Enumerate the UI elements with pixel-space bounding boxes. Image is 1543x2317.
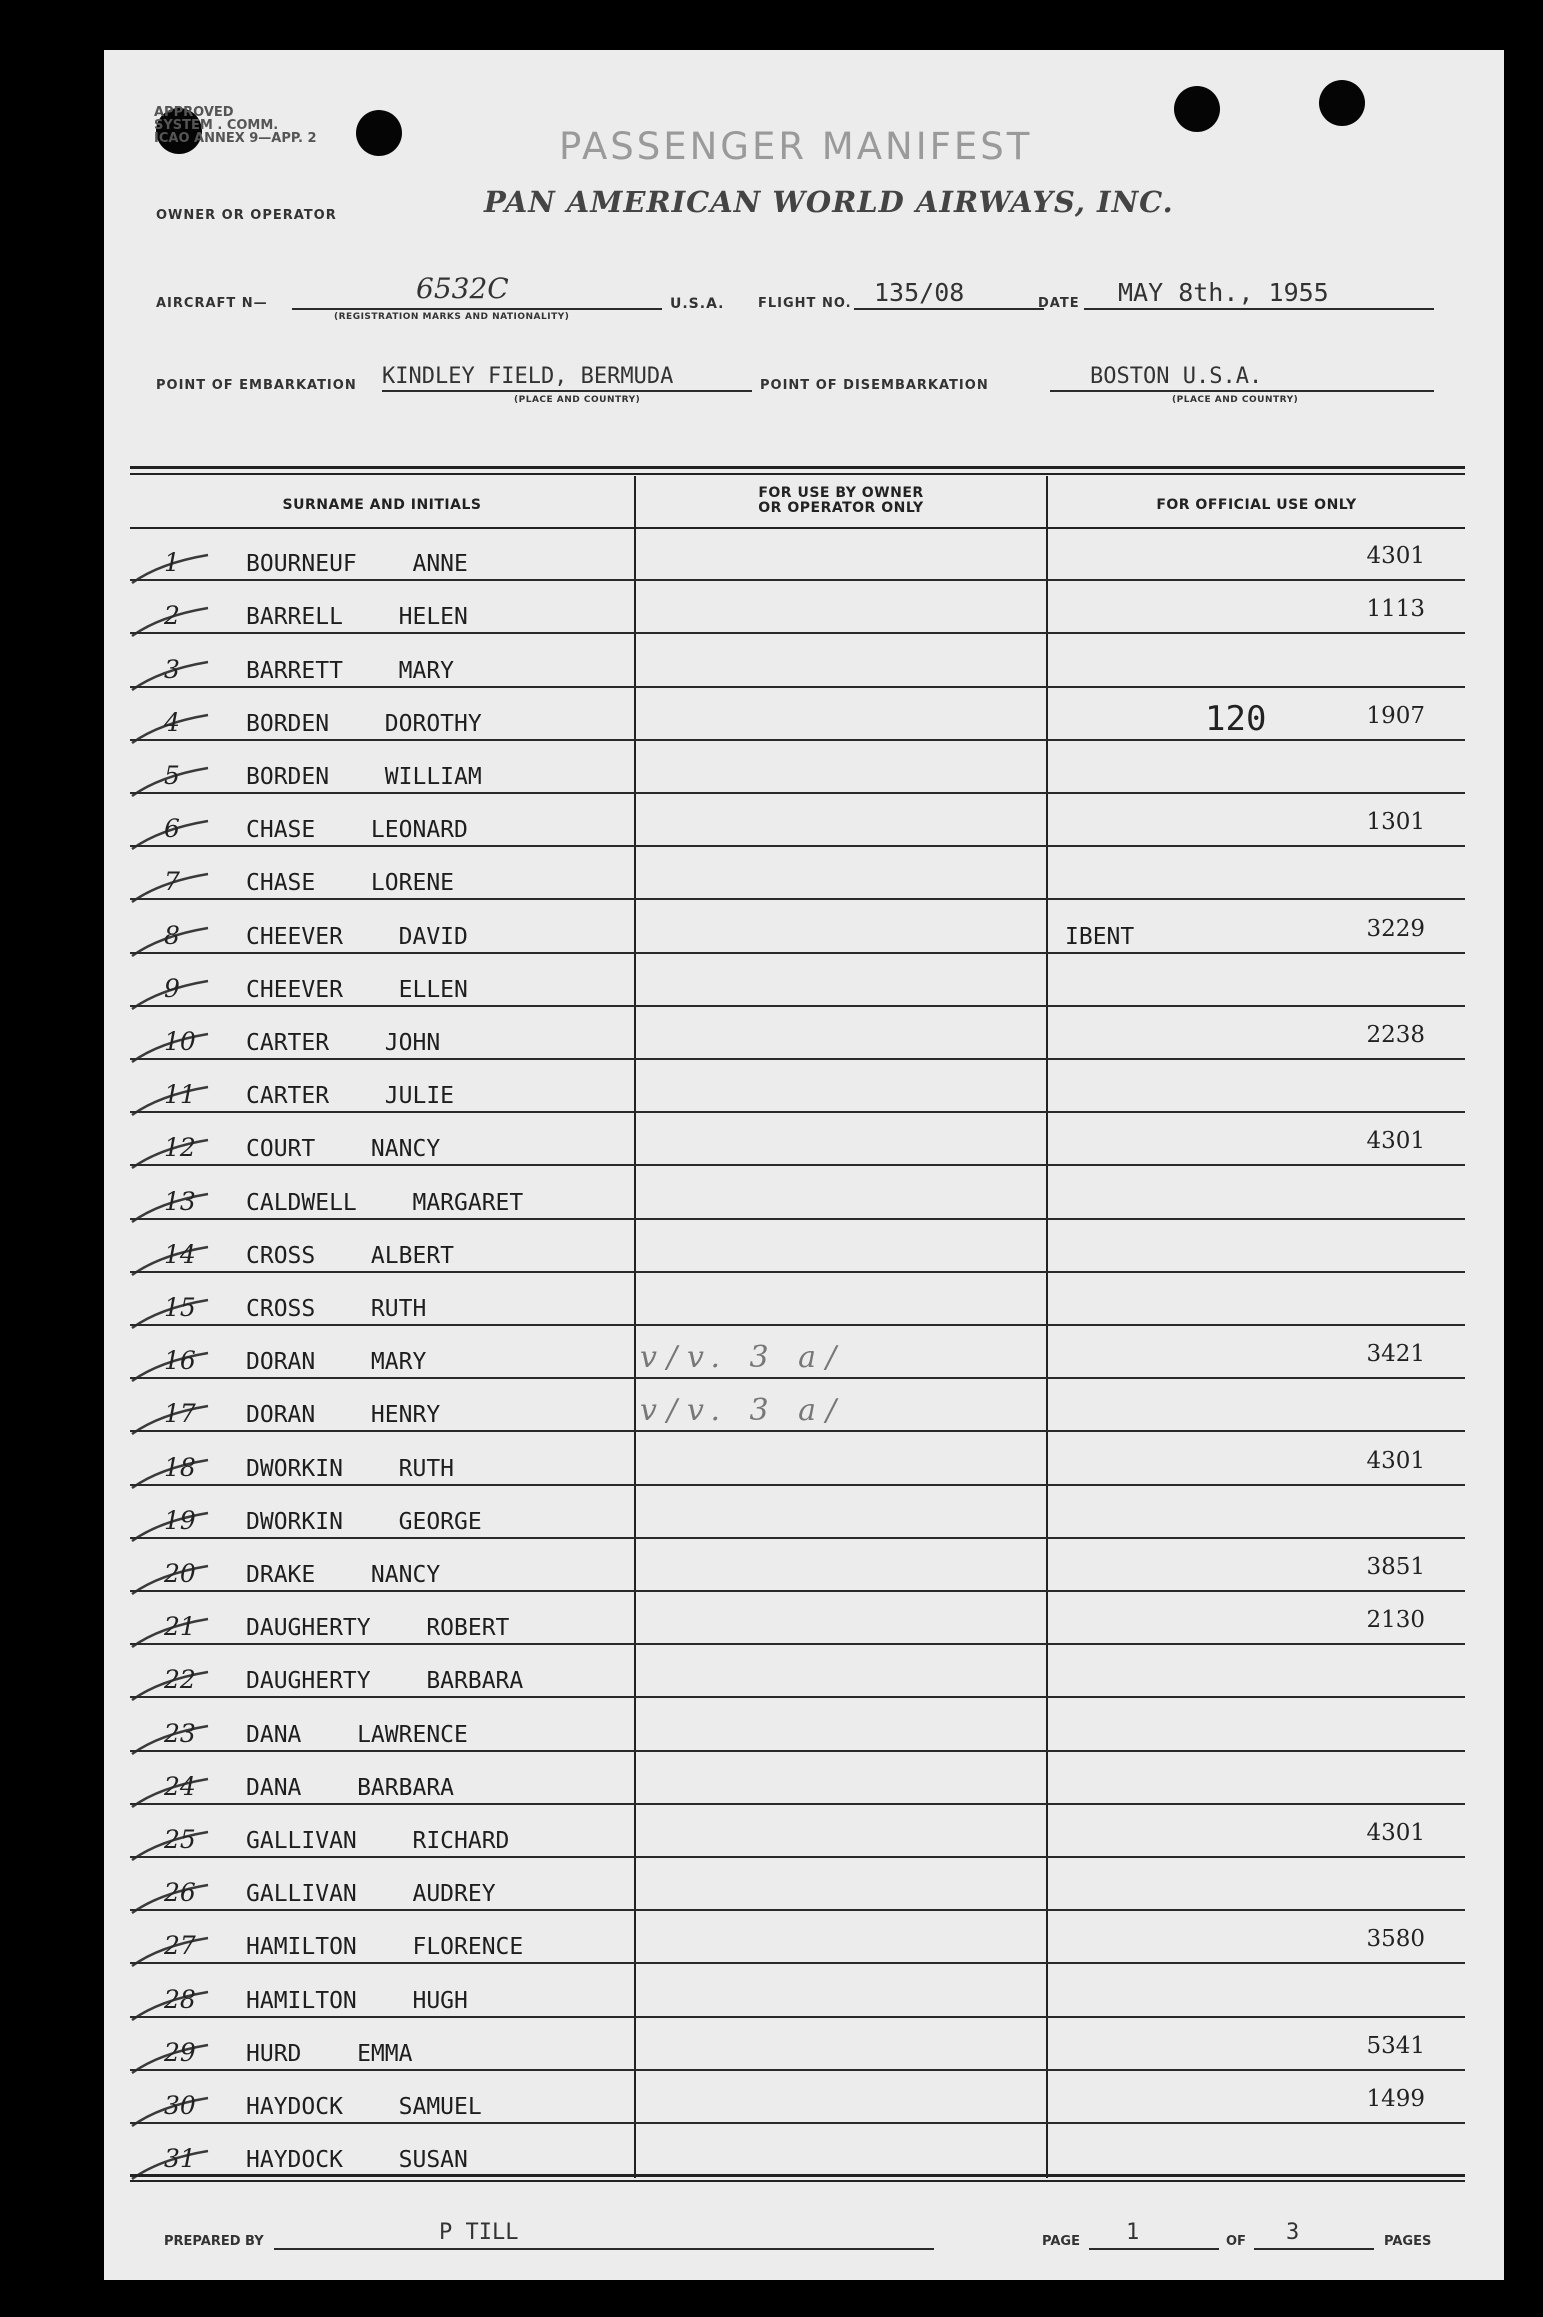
approval-line-1: APPROVED [154,105,234,120]
table-row [130,1432,1465,1485]
col-header-surname: SURNAME AND INITIALS [282,497,482,513]
passenger-name: COURT NANCY [246,1136,441,1163]
table-row [130,1645,1465,1698]
official-code: 1301 [1366,809,1425,836]
disembark-place-note: (PLACE AND COUNTRY) [1172,395,1299,405]
disembark-value: BOSTON U.S.A. [1090,364,1263,389]
passenger-name: DWORKIN RUTH [246,1455,455,1482]
table-row [130,581,1465,634]
date-underline [1084,308,1434,310]
table-row [130,1858,1465,1911]
official-code: 3851 [1366,1553,1425,1580]
table-row [130,1592,1465,1645]
official-code: 1499 [1366,2085,1425,2112]
table-row [130,634,1465,687]
passenger-name: CHASE LEONARD [246,817,468,844]
official-code: 2130 [1366,1607,1425,1634]
row-number: 5 [164,760,180,790]
row-number: 21 [164,1612,196,1642]
approval-line-3: ICAO ANNEX 9—APP. 2 [154,131,317,146]
table-row [130,1964,1465,2017]
date-value: MAY 8th., 1955 [1118,278,1329,307]
row-number: 14 [164,1239,196,1269]
row-number: 7 [164,867,180,897]
official-code: 3580 [1366,1926,1425,1953]
of-value: 3 [1286,2220,1300,2245]
table-row [130,1007,1465,1060]
aircraft-label: AIRCRAFT N— [156,296,268,311]
row-number: 13 [164,1186,196,1216]
airline-name: PAN AMERICAN WORLD AIRWAYS, INC. [484,185,1174,219]
row-number: 1 [164,548,180,578]
table-row [130,1539,1465,1592]
table-row [130,1220,1465,1273]
punch-hole-right [1174,86,1220,132]
owner-note: v/v. 3 a/ [640,1393,847,1429]
disembark-label: POINT OF DISEMBARKATION [760,378,989,393]
table-bottom-rule-2 [130,2180,1465,2182]
table-row [130,688,1465,741]
disembark-underline [1050,390,1434,392]
table-row [130,1805,1465,1858]
table-row [130,847,1465,900]
passenger-name: HAYDOCK SAMUEL [246,2093,482,2120]
passenger-name: DAUGHERTY BARBARA [246,1668,524,1695]
table-top-rule-2 [130,473,1465,475]
table-top-rule [130,466,1465,469]
row-number: 6 [164,814,180,844]
passenger-name: CARTER JULIE [246,1083,455,1110]
passenger-name: GALLIVAN RICHARD [246,1827,510,1854]
row-number: 19 [164,1505,196,1535]
embark-label: POINT OF EMBARKATION [156,378,357,393]
aircraft-value: 6532C [416,272,509,305]
passenger-name: CALDWELL MARGARET [246,1189,524,1216]
row-number: 27 [164,1931,196,1961]
table-row [130,2124,1465,2177]
row-number: 10 [164,1026,196,1056]
row-number: 23 [164,1718,196,1748]
passenger-name: BARRETT MARY [246,657,455,684]
flight-underline [854,308,1044,310]
passenger-name: BORDEN DOROTHY [246,710,482,737]
passenger-name: CHEEVER ELLEN [246,976,468,1003]
official-code: 4301 [1366,1128,1425,1155]
table-row [130,2071,1465,2124]
table-row [130,1379,1465,1432]
official-code: 2238 [1366,1021,1425,1048]
page-label: PAGE [1042,2234,1080,2249]
passenger-name: CROSS ALBERT [246,1242,455,1269]
flight-label: FLIGHT NO. [758,296,852,311]
table-row [130,2018,1465,2071]
row-number: 11 [164,1080,196,1110]
owner-note: v/v. 3 a/ [640,1340,847,1376]
approval-line-2: SYSTEM . COMM. [154,118,279,133]
row-number: 18 [164,1452,196,1482]
row-number: 3 [164,654,180,684]
passenger-name: CHASE LORENE [246,870,455,897]
passenger-name: DANA LAWRENCE [246,1721,468,1748]
row-number: 8 [164,920,180,950]
of-underline [1254,2248,1374,2250]
prepared-underline [274,2248,934,2250]
passenger-name: HURD EMMA [246,2040,413,2067]
passenger-name: DANA BARBARA [246,1774,455,1801]
table-row [130,1911,1465,1964]
row-number: 4 [164,707,180,737]
passenger-name: CHEEVER DAVID [246,923,468,950]
owner-label: OWNER OR OPERATOR [156,208,337,223]
row-number: 30 [164,2090,196,2120]
passenger-name: GALLIVAN AUDREY [246,1881,496,1908]
prepared-value: P TILL [439,2220,519,2245]
col-header-owner-line-2: OR OPERATOR ONLY [758,500,924,516]
approval-stamp [154,106,317,145]
embark-value: KINDLEY FIELD, BERMUDA [382,364,674,389]
official-code: 4301 [1366,1447,1425,1474]
table-row [130,1698,1465,1751]
row-number: 2 [164,601,180,631]
flight-value: 135/08 [874,278,965,307]
passenger-name: CARTER JOHN [246,1029,441,1056]
table-row [130,794,1465,847]
table-row [130,1752,1465,1805]
usa-label: U.S.A. [670,296,725,312]
passenger-name: BOURNEUF ANNE [246,551,468,578]
table-row [130,528,1465,581]
of-label: OF [1226,2234,1246,2249]
embark-underline [382,390,752,392]
registration-note: (REGISTRATION MARKS AND NATIONALITY) [334,312,570,322]
row-number: 28 [164,1984,196,2014]
row-number: 26 [164,1878,196,1908]
form-title: PASSENGER MANIFEST [559,125,1033,168]
table-row [130,900,1465,953]
official-code: 1113 [1366,596,1425,623]
row-number: 17 [164,1399,196,1429]
col-header-owner [636,486,1046,516]
official-code: 3229 [1366,915,1425,942]
manifest-sheet [104,50,1504,2280]
official-note: IBENT [1065,923,1135,950]
prepared-label: PREPARED BY [164,2234,264,2249]
row-number: 16 [164,1346,196,1376]
passenger-name: HAMILTON HUGH [246,1987,468,2014]
passenger-name: HAYDOCK SUSAN [246,2147,468,2174]
row-number: 20 [164,1558,196,1588]
col-header-official: FOR OFFICIAL USE ONLY [1156,497,1357,513]
page-value: 1 [1126,2220,1140,2245]
passenger-name: DRAKE NANCY [246,1561,441,1588]
passenger-name: CROSS RUTH [246,1295,427,1322]
passenger-name: DORAN HENRY [246,1402,441,1429]
pages-label: PAGES [1384,2234,1432,2249]
punch-hole-right-2 [1319,80,1365,126]
row-number: 12 [164,1133,196,1163]
table-row [130,1166,1465,1219]
aircraft-underline [292,308,662,310]
passenger-name: HAMILTON FLORENCE [246,1934,524,1961]
row-number: 24 [164,1771,196,1801]
row-number: 29 [164,2037,196,2067]
table-row [130,1273,1465,1326]
official-code: 4301 [1366,543,1425,570]
official-code: 4301 [1366,1819,1425,1846]
row-number: 15 [164,1292,196,1322]
official-code: 5341 [1366,2032,1425,2059]
table-row [130,1113,1465,1166]
row-number: 9 [164,973,180,1003]
official-extra: 120 [1205,698,1267,739]
embark-place-note: (PLACE AND COUNTRY) [514,395,641,405]
passenger-name: BARRELL HELEN [246,604,468,631]
col-header-owner-line-1: FOR USE BY OWNER [758,485,924,501]
page-underline [1089,2248,1219,2250]
table-row [130,1060,1465,1113]
table-row [130,741,1465,794]
date-label: DATE [1038,296,1080,311]
passenger-name: BORDEN WILLIAM [246,763,482,790]
table-row [130,1486,1465,1539]
official-code: 1907 [1366,702,1425,729]
table-row [130,1326,1465,1379]
passenger-name: DORAN MARY [246,1349,427,1376]
row-number: 25 [164,1824,196,1854]
passenger-name: DAUGHERTY ROBERT [246,1615,510,1642]
passenger-name: DWORKIN GEORGE [246,1508,482,1535]
row-number: 31 [164,2144,196,2174]
table-bottom-rule [130,2174,1465,2177]
table-row [130,954,1465,1007]
punch-hole-left-2 [356,110,402,156]
official-code: 3421 [1366,1341,1425,1368]
row-number: 22 [164,1665,196,1695]
